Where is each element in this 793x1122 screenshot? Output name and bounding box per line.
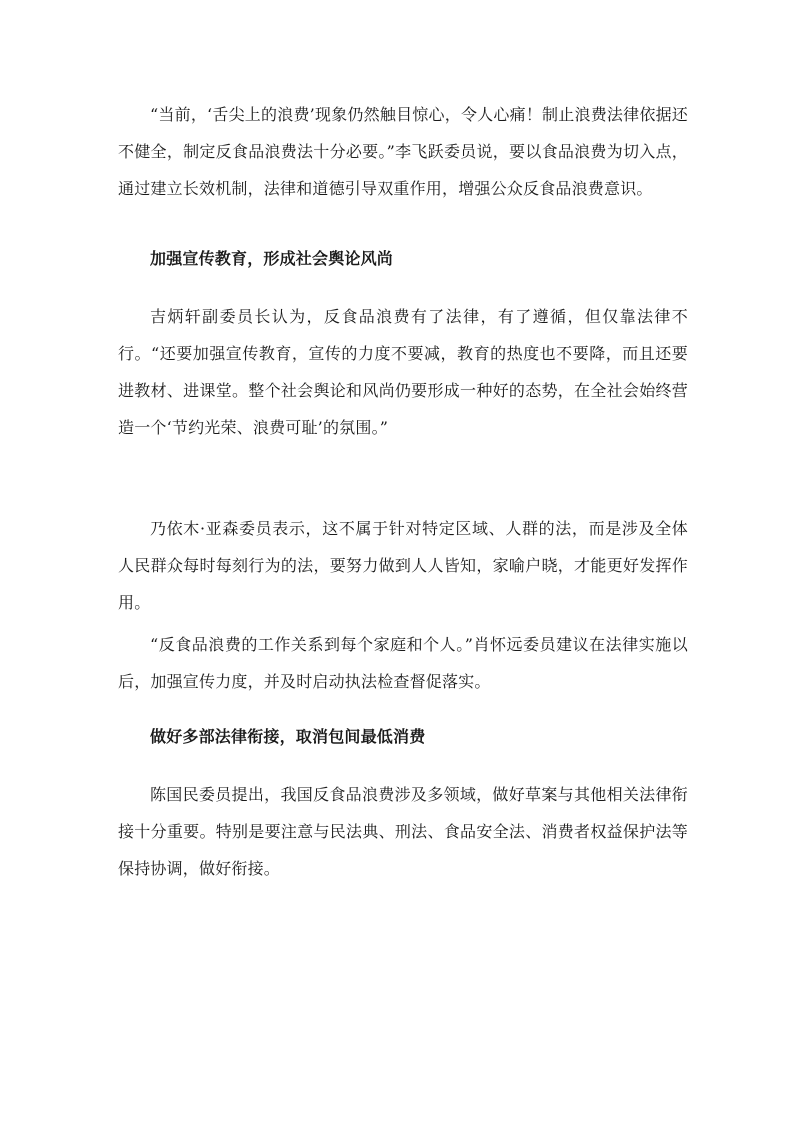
paragraph-legal-coordination: 陈国民委员提出，我国反食品浪费涉及多领域，做好草案与其他相关法律衔接十分重要。特别是要注意与民法典、刑法、食品安全法、消费者权益保护法等保持协调，做好衔接。 (118, 785, 688, 878)
paragraph-publicity-education: 吉炳轩副委员长认为，反食品浪费有了法律，有了遵循，但仅靠法律不行。“还要加强宣传教育，宣传的力度不要减，教育的热度也不要降，而且还要进教材、进课堂。整个社会舆论和风尚仍要形成一种好的态势，在全社会始终营造一个‘节约光荣、浪费可耻’的氛围。” (118, 307, 688, 437)
section-heading-publicity: 加强宣传教育，形成社会舆论风尚 (150, 249, 394, 268)
paragraph-law-for-all: 乃依木·亚森委员表示，这不属于针对特定区域、人群的法，而是涉及全体人民群众每时每刻行为的法，要努力做到人人皆知，家喻户晓，才能更好发挥作用。 (118, 519, 688, 612)
paragraph-enforcement-inspection: “反食品浪费的工作关系到每个家庭和个人。”肖怀远委员建议在法律实施以后，加强宣传力度，并及时启动执法检查督促落实。 (118, 635, 688, 691)
paragraph-food-waste-law: “当前，‘舌尖上的浪费’现象仍然触目惊心，令人心痛！制止浪费法律依据还不健全，制定反食品浪费法十分必要。”李飞跃委员说，要以食品浪费为切入点，通过建立长效机制，法律和道德引导双重作用，增强公众反食品浪费意识。 (118, 105, 688, 198)
section-heading-legal-coordination: 做好多部法律衔接，取消包间最低消费 (150, 727, 426, 746)
